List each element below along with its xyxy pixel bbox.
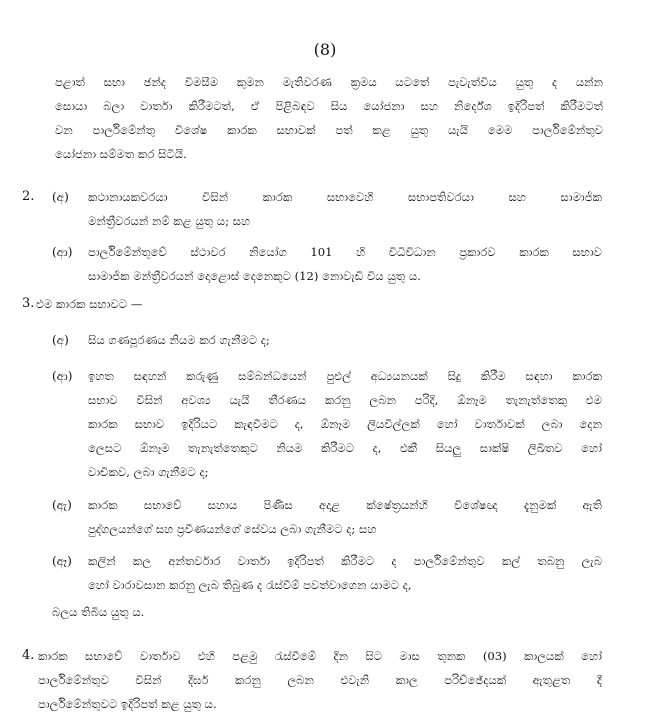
intro-line-1: පළාත් සභා ඡන්ද විමසීම කුමන මැතිවරණ ක්‍රමය යටතේ පැවැත්විය යුතු ද යන්න	[55, 75, 603, 89]
section-3-item-aee-line-2: හෝ වාරාවසාන කරනු ලැබ තිබුණ ද රැස්වීම් පවත්වාගෙන යාමට ද,	[88, 578, 412, 592]
section-4-line-3: පාර්ලිමේන්තුවට ඉදිරිපත් කළ යුතු ය.	[38, 697, 217, 711]
section-3-item-aa-label: (ආ)	[52, 369, 73, 383]
section-3-item-aa-line-3: කාරක සභාව ඉදිරියට කැඳවීමට ද, ඕනෑම ලියවිල්ලක් හෝ වාර්තාවක් ලබා දෙන	[88, 417, 602, 431]
section-3-heading	[36, 292, 336, 316]
section-2-item-aa-text	[88, 240, 602, 288]
section-3-item-aa-line-1: ඉහත සඳහන් කරුණු සම්බන්ධයෙන් පුළුල් අධ්‍යයනයක් සිදු කිරීම සඳහා කාරක	[88, 369, 602, 383]
section-4-number: 4.	[22, 648, 35, 663]
section-3-item-a-label: (අ)	[52, 333, 69, 347]
section-3-number: 3.	[22, 296, 35, 311]
section-4-text	[38, 644, 602, 716]
intro-line-4: යෝජනා සම්මත කර සිටියි.	[55, 147, 187, 161]
section-2-item-a-text	[88, 185, 602, 233]
intro-line-2: සොයා බලා වාර්තා කිරීමටත්, ඒ පිළිබඳව සිය යෝජනා සහ නිර්දේශ ඉදිරිපත් කිරීමටත්	[55, 99, 603, 113]
section-2-item-a-label: (අ)	[52, 190, 69, 204]
section-3-item-aee-label: (ඈ)	[52, 554, 72, 568]
page-number: (8)	[313, 40, 337, 59]
intro-line-3: වන පාර්ලිමේන්තු විශේෂ කාරක සභාවක් පත් කළ යුතු යැයි මෙම පාර්ලිමේන්තුව	[55, 123, 603, 137]
section-3-item-aee-text	[88, 549, 602, 597]
section-3-item-ae-line-2: පුද්ගලයන්ගේ සහ ප්‍රවීණයන්ගේ සේවය ලබා ගැනීමට ද; සහ	[88, 522, 377, 536]
section-3-item-ae-text	[88, 493, 602, 541]
section-3-closing-text: බලය තිබිය යුතු ය.	[52, 605, 145, 619]
section-2-number: 2.	[22, 189, 35, 204]
section-3-item-a-text	[88, 328, 602, 352]
section-3-item-aee-line-1: කලින් කල අන්තර්වාර වාර්තා ඉදිරිපත් කිරීමට ද පාර්ලිමේන්තුව කල් තබනු ලැබ	[88, 554, 602, 568]
intro-paragraph	[55, 70, 603, 166]
section-4-line-2: පාර්ලිමේන්තුව විසින් දීර්ඝ කරනු ලබන එවැනි කාල පරිච්ඡේදයක් ඇතුළත දී	[38, 673, 602, 687]
section-3-item-aa-line-4: ලෙසට ඕනෑම තැනැත්තෙකුට නියම කිරීමට ද, එකී සියලු සාක්ෂි ලිඛිතව හෝ	[88, 441, 602, 455]
section-2-item-aa-line-2: සාමාජික මන්ත්‍රීවරයන් දොළොස් දෙනෙකුට (12) නොවැඩි විය යුතු ය.	[88, 269, 421, 283]
section-2-item-a-line-2: මන්ත්‍රීවරයන් නම් කළ යුතු ය; සහ	[88, 214, 251, 228]
section-3-item-aa-text	[88, 364, 602, 484]
section-3-item-ae-line-1: කාරක සභාවේ සහාය පිණිස අදාළ ක්ෂේත්‍රයන්හි විශේෂඥ දැනුමක් ඇති	[88, 498, 602, 512]
section-2-item-aa-label: (ආ)	[52, 245, 73, 259]
section-3-closing	[52, 600, 352, 624]
section-3-item-ae-label: (ඇ)	[52, 498, 72, 512]
section-2-item-aa-line-1: පාර්ලිමේන්තුවේ ස්ථාවර නියෝග 101 හි විධිවිධාන ප්‍රකාරව කාරක සභාව	[88, 245, 602, 259]
section-3-item-a-line-1: සිය ගණපූරණය නියම කර ගැනීමට ද;	[88, 333, 270, 347]
section-4-line-1: කාරක සභාවේ වාර්තාව එහි පළමු රැස්වීමේ දින සිට මාස තුනක (03) කාලයක් හෝ	[38, 649, 602, 663]
section-2-item-a-line-1: කථානායකවරයා විසින් කාරක සභාවෙහි සභාපතිවරයා සහ සාමාජික	[88, 190, 602, 204]
section-3-heading-text: එම කාරක සභාවට —	[36, 297, 143, 311]
section-3-item-aa-line-2: සභාව විසින් අවශ්‍ය යැයි තීරණය කරනු ලබන පරිදි, ඕනෑම තැනැත්තෙකු එම	[88, 393, 602, 407]
section-3-item-aa-line-5: වාචිකව, ලබා ගැනීමට ද;	[88, 465, 209, 479]
